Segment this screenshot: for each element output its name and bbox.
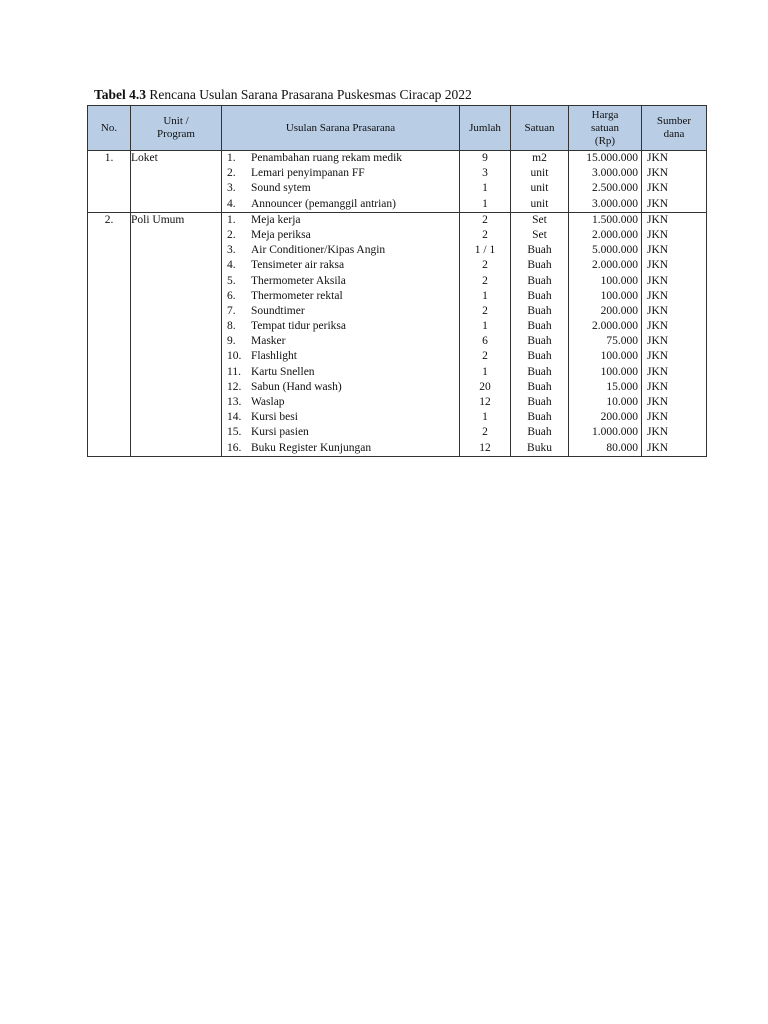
item-harga-value: 100.000 bbox=[600, 274, 638, 287]
item-names bbox=[222, 212, 460, 456]
item-harga-value: 2.000.000 bbox=[592, 259, 638, 272]
item-jumlah-value: 20 bbox=[479, 380, 491, 393]
item-number: 12. bbox=[227, 380, 242, 393]
item-number: 6. bbox=[227, 289, 236, 302]
item-sumber-value: JKN bbox=[647, 335, 669, 348]
item-number: 13. bbox=[227, 396, 242, 408]
group-number-text: 2. bbox=[104, 213, 114, 226]
group-number bbox=[88, 212, 131, 456]
item-jumlah-value: 2 bbox=[482, 350, 488, 363]
list-item bbox=[222, 197, 459, 212]
item-jumlah-value: 1 / 1 bbox=[474, 244, 496, 257]
item-number: 4. bbox=[227, 259, 236, 272]
item-sumber-value: JKN bbox=[647, 441, 669, 454]
group-unit-text: Loket bbox=[131, 152, 158, 164]
list-item bbox=[222, 289, 459, 304]
item-satuan-value: Buah bbox=[527, 350, 552, 363]
header-unit: Unit / Program bbox=[131, 106, 222, 151]
item-satuan-value: Buah bbox=[527, 411, 552, 424]
item-sumber-value: JKN bbox=[647, 152, 669, 164]
item-name: Air Conditioner/Kipas Angin bbox=[251, 244, 386, 257]
item-harga-value: 1.500.000 bbox=[592, 213, 638, 226]
item-harga-value: 1.000.000 bbox=[592, 426, 638, 439]
item-satuan-value: Buah bbox=[527, 259, 552, 272]
item-number: 11. bbox=[227, 365, 241, 378]
item-name: Kursi besi bbox=[251, 411, 298, 424]
item-jumlah bbox=[460, 151, 511, 213]
item-name: Sabun (Hand wash) bbox=[251, 380, 342, 393]
item-sumber-value: JKN bbox=[647, 289, 669, 302]
item-number: 10. bbox=[227, 350, 242, 363]
item-jumlah-value: 2 bbox=[482, 213, 488, 226]
item-jumlah-value: 12 bbox=[479, 441, 491, 454]
item-harga-value: 2.500.000 bbox=[592, 182, 638, 195]
item-number: 8. bbox=[227, 320, 236, 333]
item-number: 7. bbox=[227, 304, 236, 317]
item-jumlah-value: 1 bbox=[482, 289, 488, 302]
item-name: Sound sytem bbox=[251, 182, 311, 195]
item-sumber-value: JKN bbox=[647, 274, 669, 287]
item-harga-value: 100.000 bbox=[600, 365, 638, 378]
list-item bbox=[222, 334, 459, 349]
item-harga-value: 2.000.000 bbox=[592, 320, 638, 333]
list-item bbox=[222, 213, 459, 228]
group-unit-text: Poli Umum bbox=[131, 213, 185, 226]
item-jumlah-value: 9 bbox=[482, 152, 488, 164]
item-harga-value: 2.000.000 bbox=[592, 228, 638, 241]
item-jumlah-value: 1 bbox=[482, 182, 488, 195]
list-item bbox=[222, 258, 459, 273]
item-name: Tensimeter air raksa bbox=[251, 259, 345, 272]
caption-label: Tabel 4.3 bbox=[94, 87, 147, 102]
item-sumber-value: JKN bbox=[647, 182, 669, 195]
item-jumlah-value: 2 bbox=[482, 259, 488, 272]
table-header bbox=[88, 106, 707, 151]
item-harga-value: 200.000 bbox=[600, 411, 638, 424]
item-number: 14. bbox=[227, 411, 242, 424]
item-name: Tempat tidur periksa bbox=[251, 320, 346, 333]
item-satuan bbox=[511, 151, 569, 213]
list-item bbox=[222, 243, 459, 258]
item-harga-value: 100.000 bbox=[600, 289, 638, 302]
list-item bbox=[222, 380, 459, 395]
item-jumlah bbox=[460, 212, 511, 456]
item-satuan-value: Buah bbox=[527, 274, 552, 287]
item-jumlah-value: 1 bbox=[482, 365, 488, 378]
header-sumber: Sumber dana bbox=[642, 106, 707, 151]
table-caption bbox=[94, 86, 472, 104]
table-row bbox=[88, 151, 707, 213]
header-no: No. bbox=[88, 106, 131, 151]
header-jumlah: Jumlah bbox=[460, 106, 511, 151]
table-row bbox=[88, 212, 707, 456]
list-item bbox=[222, 181, 459, 196]
list-item bbox=[222, 304, 459, 319]
group-unit bbox=[131, 212, 222, 456]
item-jumlah-value: 12 bbox=[479, 396, 491, 408]
group-number-text: 1. bbox=[104, 152, 114, 164]
item-name: Penambahan ruang rekam medik bbox=[251, 152, 403, 164]
item-harga-value: 100.000 bbox=[600, 350, 638, 363]
item-satuan-value: Buah bbox=[527, 304, 552, 317]
item-sumber-value: JKN bbox=[647, 244, 669, 257]
item-jumlah-value: 1 bbox=[482, 320, 488, 333]
item-name: Buku Register Kunjungan bbox=[251, 441, 372, 454]
item-satuan bbox=[511, 212, 569, 456]
item-sumber-value: JKN bbox=[647, 259, 669, 272]
item-satuan-value: Buah bbox=[527, 244, 552, 257]
item-satuan-value: unit bbox=[530, 167, 549, 180]
item-satuan-value: Buah bbox=[527, 396, 552, 408]
list-item bbox=[222, 395, 459, 410]
item-jumlah-value: 1 bbox=[482, 197, 488, 210]
item-sumber-value: JKN bbox=[647, 396, 669, 408]
item-satuan-value: unit bbox=[530, 197, 549, 210]
item-number: 16. bbox=[227, 441, 242, 454]
item-harga-value: 15.000 bbox=[606, 380, 638, 393]
item-name: Kursi pasien bbox=[251, 426, 309, 439]
item-satuan-value: Buah bbox=[527, 289, 552, 302]
item-name: Masker bbox=[251, 335, 286, 348]
item-jumlah-value: 2 bbox=[482, 426, 488, 439]
item-name: Kartu Snellen bbox=[251, 365, 315, 378]
item-jumlah-value: 2 bbox=[482, 304, 488, 317]
item-satuan-value: Buah bbox=[527, 426, 552, 439]
header-harga: Harga satuan (Rp) bbox=[569, 106, 642, 151]
item-sumber-value: JKN bbox=[647, 411, 669, 424]
item-number: 15. bbox=[227, 426, 242, 439]
item-name: Meja kerja bbox=[251, 213, 301, 226]
item-name: Lemari penyimpanan FF bbox=[251, 167, 365, 180]
item-name: Soundtimer bbox=[251, 304, 305, 317]
item-number: 3. bbox=[227, 182, 236, 195]
item-jumlah-value: 3 bbox=[482, 167, 488, 180]
list-item bbox=[222, 365, 459, 380]
item-sumber-value: JKN bbox=[647, 426, 669, 439]
item-sumber-value: JKN bbox=[647, 380, 669, 393]
item-sumber-value: JKN bbox=[647, 228, 669, 241]
item-name: Meja periksa bbox=[251, 228, 311, 241]
item-jumlah-value: 6 bbox=[482, 335, 488, 348]
item-sumber-value: JKN bbox=[647, 167, 669, 180]
list-item bbox=[222, 441, 459, 456]
item-sumber bbox=[642, 212, 707, 456]
item-names bbox=[222, 151, 460, 213]
item-satuan-value: Buku bbox=[527, 441, 552, 454]
item-name: Announcer (pemanggil antrian) bbox=[251, 197, 396, 210]
list-item bbox=[222, 166, 459, 181]
item-satuan-value: Buah bbox=[527, 320, 552, 333]
sarana-prasarana-table bbox=[87, 105, 707, 457]
item-sumber-value: JKN bbox=[647, 304, 669, 317]
item-harga-value: 5.000.000 bbox=[592, 244, 638, 257]
item-number: 2. bbox=[227, 228, 236, 241]
header-satuan: Satuan bbox=[511, 106, 569, 151]
group-unit bbox=[131, 151, 222, 213]
list-item bbox=[222, 410, 459, 425]
group-number bbox=[88, 151, 131, 213]
table-body bbox=[88, 151, 707, 457]
item-number: 4. bbox=[227, 197, 236, 210]
item-harga-value: 15.000.000 bbox=[586, 152, 638, 164]
item-number: 1. bbox=[227, 213, 236, 226]
item-sumber-value: JKN bbox=[647, 197, 669, 210]
item-satuan-value: Buah bbox=[527, 365, 552, 378]
item-harga-value: 200.000 bbox=[600, 304, 638, 317]
item-satuan-value: Set bbox=[532, 228, 547, 241]
list-item bbox=[222, 349, 459, 364]
item-satuan-value: Buah bbox=[527, 380, 552, 393]
item-harga-value: 75.000 bbox=[606, 335, 638, 348]
item-sumber bbox=[642, 151, 707, 213]
item-name: Waslap bbox=[251, 396, 285, 408]
item-harga bbox=[569, 151, 642, 213]
item-sumber-value: JKN bbox=[647, 213, 669, 226]
item-number: 9. bbox=[227, 335, 236, 348]
caption-title: Rencana Usulan Sarana Prasarana Puskesmas Ciracap 2022 bbox=[146, 87, 472, 102]
item-jumlah-value: 2 bbox=[482, 274, 488, 287]
header-usulan: Usulan Sarana Prasarana bbox=[222, 106, 460, 151]
list-item bbox=[222, 425, 459, 440]
item-harga-value: 3.000.000 bbox=[592, 197, 638, 210]
item-harga-value: 80.000 bbox=[606, 441, 638, 454]
item-sumber-value: JKN bbox=[647, 365, 669, 378]
item-satuan-value: m2 bbox=[532, 152, 547, 164]
list-item bbox=[222, 319, 459, 334]
list-item bbox=[222, 274, 459, 289]
item-name: Flashlight bbox=[251, 350, 298, 363]
item-name: Thermometer rektal bbox=[251, 289, 343, 302]
item-harga-value: 3.000.000 bbox=[592, 167, 638, 180]
item-name: Thermometer Aksila bbox=[251, 274, 346, 287]
item-number: 2. bbox=[227, 167, 236, 180]
list-item bbox=[222, 228, 459, 243]
item-harga-value: 10.000 bbox=[606, 396, 638, 408]
item-jumlah-value: 2 bbox=[482, 228, 488, 241]
item-number: 5. bbox=[227, 274, 236, 287]
item-satuan-value: unit bbox=[530, 182, 549, 195]
item-satuan-value: Buah bbox=[527, 335, 552, 348]
item-sumber-value: JKN bbox=[647, 320, 669, 333]
item-number: 3. bbox=[227, 244, 236, 257]
list-item bbox=[222, 151, 459, 166]
item-sumber-value: JKN bbox=[647, 350, 669, 363]
item-number: 1. bbox=[227, 152, 236, 164]
item-harga bbox=[569, 212, 642, 456]
item-jumlah-value: 1 bbox=[482, 411, 488, 424]
item-satuan-value: Set bbox=[532, 213, 547, 226]
